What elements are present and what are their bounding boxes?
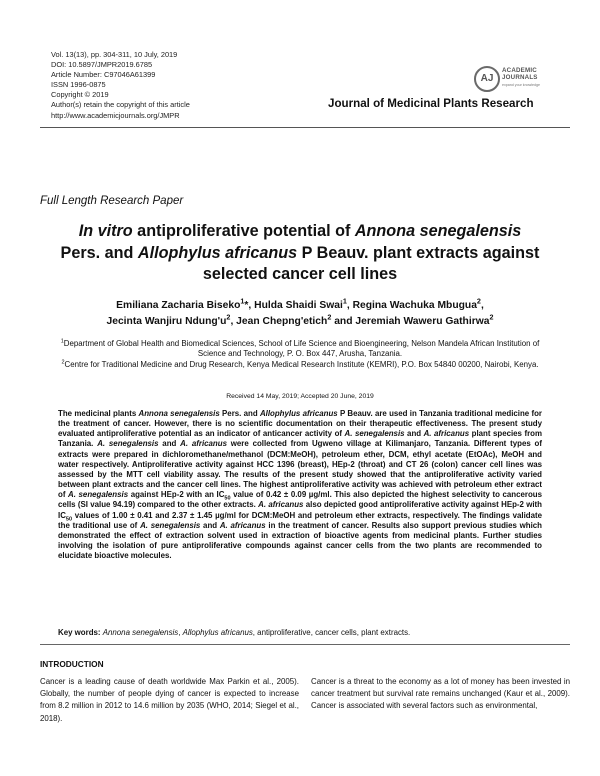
section-heading-introduction: INTRODUCTION xyxy=(40,659,104,669)
pubinfo-line: DOI: 10.5897/JMPR2019.6785 xyxy=(51,60,153,70)
abstract: The medicinal plants Annona senegalensis Pers. and Allophylus africanus P Beauv. are used in Tanzania traditional medicine for the treatment of cancer. However, there is no scientific documentation on their therapeutic effectiveness. The present study evaluated antiproliferative potential as an indicator of anticancer activity of A. senegalensis and A. africanus plant species from Tanzania. A. senegalensis and A. africanus were collected from Ugweno village at Kilimanjaro, Tanzania. Different types of extracts were prepared in dichloromethane/methanol (DCM:MeOH), petroleum ether, DCM, ethyl acetate (EtOAc), MeOH and water respectively. Antiproliferative activity against HCC 1396 (breast), HEp-2 (throat) and CT 26 (colon) cancer cell lines was assessed by the MTT cell viability assay. The results of the present study showed that the antiproliferative activity varied between plant extracts and the cancer cell lines. The highest antiproliferative activity was achieved with petroleum ether extract of A. senegalensis against HEp-2 with an $IC_{50}$ value of 0.42 ± 0.09 µg/ml. This also depicted the highest selectivity to cancerous cells (SI value 94.19) compared to the other extracts. A. africanus also depicted good antiproliferative activity against HEp-2 with $IC_{50}$ values of 1.00 ± 0.41 and 2.37 ± 1.45 µg/ml for DCM:MeOH and petroleum ether extracts, respectively. The findings validate the traditional use of A. senegalensis and A. africanus in the treatment of cancer. Results also support previous studies which demonstrated the effect of extraction solvent used in extraction of bioactive agents from medicinal plants. Further studies involving the isolation of pure antiproliferative compounds against cancer cells from the two plants are recommended to elucidate bioactive molecules. xyxy=(58,409,543,561)
author-name: Regina Wachuka Mbugua xyxy=(352,300,477,311)
pubinfo-line: ISSN 1996-0875 xyxy=(51,80,106,90)
author-name: Jeremiah Waweru Gathirwa xyxy=(355,316,490,327)
received-accepted-dates: Received 14 May, 2019; Accepted 20 June, 2019 xyxy=(226,393,374,400)
logo-tagline: expand your knowledge xyxy=(502,83,540,87)
pubinfo-line: Article Number: C97046A61399 xyxy=(51,70,156,80)
header-divider xyxy=(40,127,570,128)
article-type: Full Length Research Paper xyxy=(40,195,184,207)
author-name: Emiliana Zacharia Biseko xyxy=(116,300,241,311)
keywords-divider xyxy=(40,644,570,645)
pubinfo-line: Copyright © 2019 xyxy=(51,90,109,100)
affiliation-2: $^2$Centre for Traditional Medicine and Drug Research, Kenya Medical Research Institute (KEMRI), P.O. Box 54840 00200, Nairobi, Kenya. xyxy=(61,358,539,369)
publication-info xyxy=(51,50,190,121)
article-title: In vitro antiproliferative potential of Annona senegalensis Pers. and Allophylus africanus P Beauv. plant extracts against selected cancer cell lines xyxy=(60,222,540,283)
pubinfo-line: Author(s) retain the copyright of this article xyxy=(51,100,190,110)
author-name: Hulda Shaidi Swai xyxy=(254,300,343,311)
intro-column-left: Cancer is a leading cause of death worldwide Max Parkin et al., 2005). Globally, the number of people dying of cancer is expected to increase from 8.2 million in 2012 to 14.6 million by 2035 (WHO, 2014; Siegel et al., 2018). xyxy=(40,677,299,723)
intro-column-right: Cancer is a threat to the economy as a lot of money has been invested in cancer treatment but survival rate remains unchanged (Kaur et al., 2009). Cancer is associated with several factors such as environmental, xyxy=(311,677,570,711)
pubinfo-line: http://www.academicjournals.org/JMPR xyxy=(51,110,180,120)
journal-name: Journal of Medicinal Plants Research xyxy=(328,97,534,110)
author-name: Jecinta Wanjiru Ndung'u xyxy=(106,316,227,327)
logo-wordmark: ACADEMIC JOURNALS xyxy=(502,67,538,81)
pubinfo-line: Vol. 13(13), pp. 304-311, 10 July, 2019 xyxy=(51,50,178,59)
author-list: Emiliana Zacharia Biseko$^1$*, Hulda Shaidi Swai$^1$, Regina Wachuka Mbugua$^2$, Jecinta Wanjiru $Ndung'u^2$, Jean Chepng'etich$^2$ and Jeremiah Waweru Gathirwa$^2$ xyxy=(106,296,494,327)
affiliation-1: $^1$Department of Global Health and Biomedical Sciences, School of Life Science and Bioengineering, Nelson Mandela African Institution of Science and Technology, P. O. Box 447, Arusha, Tanzania. xyxy=(60,338,540,359)
affiliations xyxy=(60,339,540,370)
academic-journals-logo xyxy=(474,64,584,94)
author-name: Jean Chepng'etich xyxy=(236,316,328,327)
keywords: Key words: Annona senegalensis, Allophylus africanus, antiproliferative, cancer cells, plant extracts. xyxy=(58,628,411,637)
logo-mark-icon: AJ xyxy=(474,66,500,92)
